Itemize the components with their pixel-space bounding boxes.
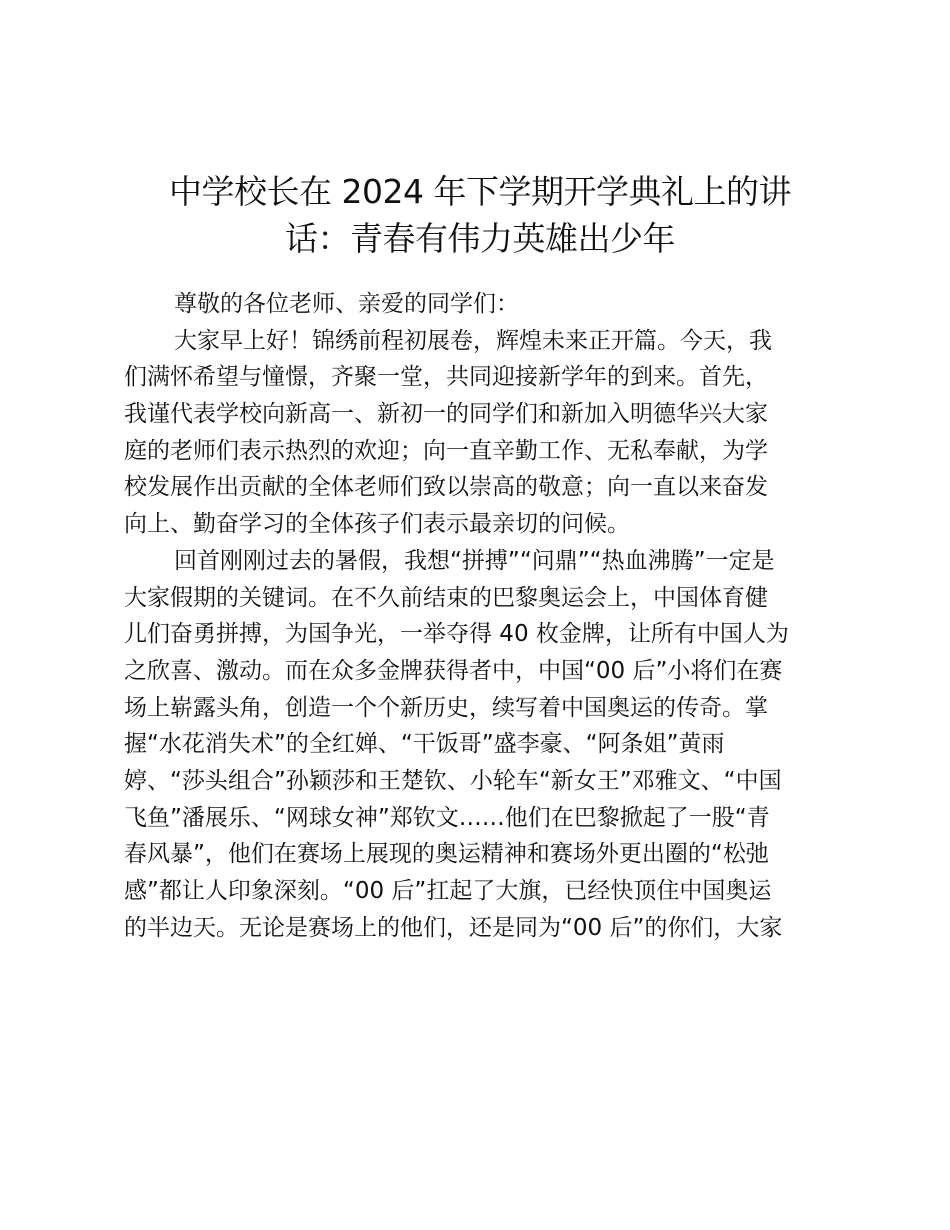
salutation-line: 尊敬的各位老师、亲爱的同学们： [174,291,519,317]
paragraph-line: 之欣喜、激动。而在众多金牌获得者中，中国“00 后”小将们在赛 [124,657,783,684]
paragraph-line: 回首刚刚过去的暑假，我想“拼搏”“问鼎”“热血沸腾”一定是 [174,547,775,574]
paragraph-line: 向上、勤奋学习的全体孩子们表示最亲切的问候。 [124,511,630,538]
paragraph-line: 我谨代表学校向新高一、新初一的同学们和新加入明德华兴大家 [124,401,768,428]
paragraph-line: 春风暴”，他们在赛场上展现的奥运精神和赛场外更出圈的“松弛 [124,841,769,868]
document-body [124,286,840,946]
title-line: 话：青春有伟力英雄出少年 [285,219,675,258]
paragraph-line: 儿们奋勇拼搏，为国争光，一举夺得 40 枚金牌，让所有中国人为 [124,621,789,648]
paragraph-line: 校发展作出贡献的全体老师们致以崇高的敬意；向一直以来奋发 [124,474,768,501]
paragraph-line: 握“水花消失术”的全红婵、“干饭哥”盛李豪、“阿条姐”黄雨 [124,731,725,758]
paragraph-line: 大家假期的关键词。在不久前结束的巴黎奥运会上，中国体育健 [124,584,768,611]
paragraph-line: 的半边天。无论是赛场上的他们，还是同为“00 后”的你们，大家 [124,914,783,941]
paragraph-line: 婷、“莎头组合”孙颖莎和王楚钦、小轮车“新女王”邓雅文、“中国 [124,767,782,794]
document-title [125,168,835,262]
paragraph-line: 庭的老师们表示热烈的欢迎；向一直辛勤工作、无私奉献，为学 [124,437,768,464]
title-line: 中学校长在 2024 年下学期开学典礼上的讲 [169,172,791,211]
paragraph-line: 感”都让人印象深刻。“00 后”扛起了大旗，已经快顶住中国奥运 [124,878,772,904]
paragraph-line: 大家早上好！锦绣前程初展卷，辉煌未来正开篇。今天，我 [174,327,772,354]
paragraph-line: 们满怀希望与憧憬，齐聚一堂，共同迎接新学年的到来。首先， [124,364,768,391]
paragraph-line: 飞鱼”潘展乐、“网球女神”郑钦文……他们在巴黎掀起了一股“青 [124,804,770,831]
paragraph-line: 场上崭露头角，创造一个个新历史，续写着中国奥运的传奇。掌 [124,694,768,721]
